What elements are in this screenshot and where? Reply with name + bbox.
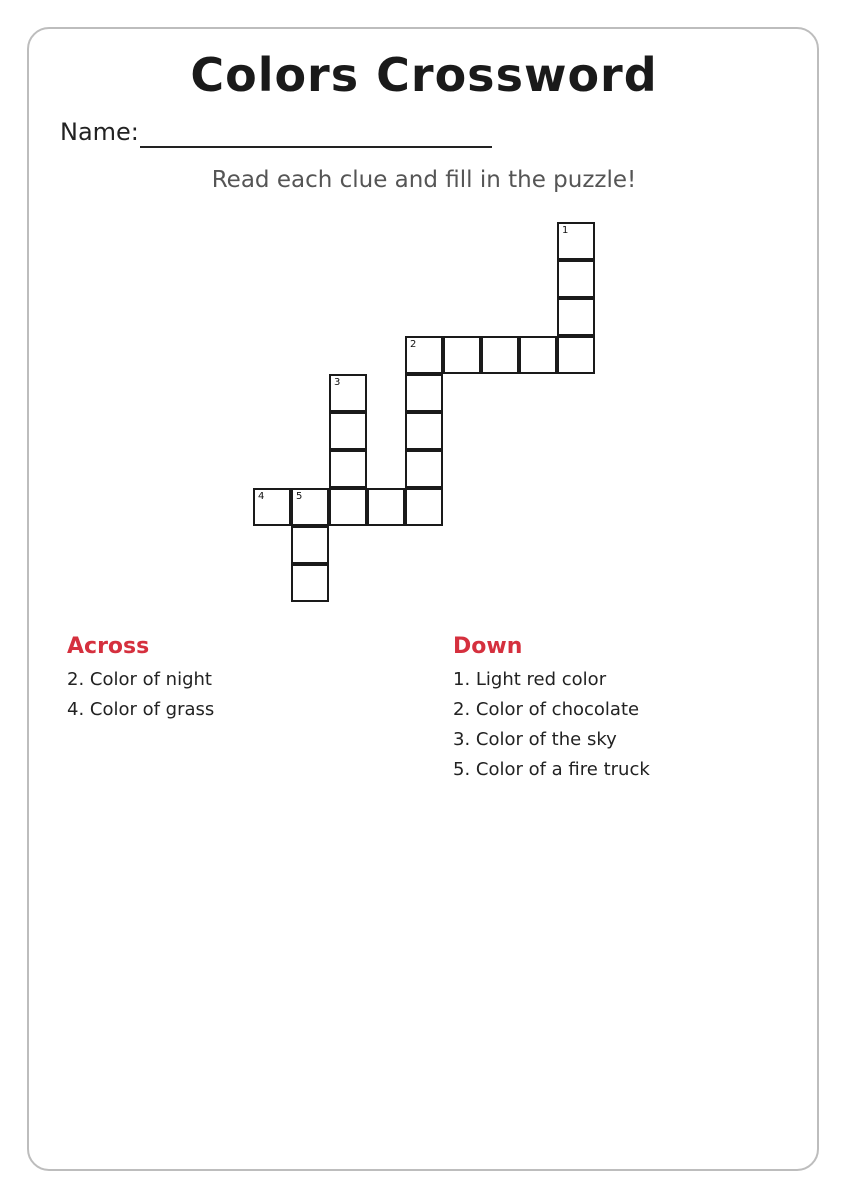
clue-number: 5 [296, 491, 303, 502]
crossword-cell[interactable] [253, 488, 291, 526]
name-field[interactable] [140, 146, 492, 148]
page-title: Colors Crossword [190, 48, 658, 102]
crossword-cell[interactable] [405, 374, 443, 412]
across-clue: 4. Color of grass [67, 699, 215, 720]
down-clue: 1. Light red color [453, 669, 607, 690]
down-clue: 5. Color of a fire truck [453, 759, 650, 780]
crossword-cell[interactable] [329, 488, 367, 526]
worksheet-frame [27, 27, 819, 1171]
crossword-cell[interactable] [367, 488, 405, 526]
across-heading: Across [67, 634, 150, 659]
clue-number: 2 [410, 339, 417, 350]
clue-number: 1 [562, 225, 569, 236]
crossword-cell[interactable] [557, 298, 595, 336]
down-clue: 3. Color of the sky [453, 729, 617, 750]
crossword-cell[interactable] [329, 450, 367, 488]
crossword-cell[interactable] [405, 488, 443, 526]
down-clue-list [453, 665, 650, 785]
crossword-cell[interactable] [519, 336, 557, 374]
crossword-cell[interactable] [291, 488, 329, 526]
across-clue-list [67, 665, 214, 725]
name-label: Name: [60, 118, 139, 146]
clue-number: 3 [334, 377, 341, 388]
down-heading: Down [453, 634, 523, 659]
clue-number: 4 [258, 491, 265, 502]
crossword-cell[interactable] [405, 450, 443, 488]
crossword-cell[interactable] [557, 336, 595, 374]
crossword-cell[interactable] [329, 412, 367, 450]
crossword-cell[interactable] [291, 564, 329, 602]
crossword-cell[interactable] [291, 526, 329, 564]
crossword-cell[interactable] [405, 336, 443, 374]
down-clue: 2. Color of chocolate [453, 699, 640, 720]
crossword-cell[interactable] [557, 260, 595, 298]
crossword-cell[interactable] [329, 374, 367, 412]
crossword-cell[interactable] [443, 336, 481, 374]
instructions: Read each clue and fill in the puzzle! [211, 167, 637, 193]
crossword-cell[interactable] [405, 412, 443, 450]
crossword-cell[interactable] [481, 336, 519, 374]
crossword-cell[interactable] [557, 222, 595, 260]
across-clue: 2. Color of night [67, 669, 212, 690]
